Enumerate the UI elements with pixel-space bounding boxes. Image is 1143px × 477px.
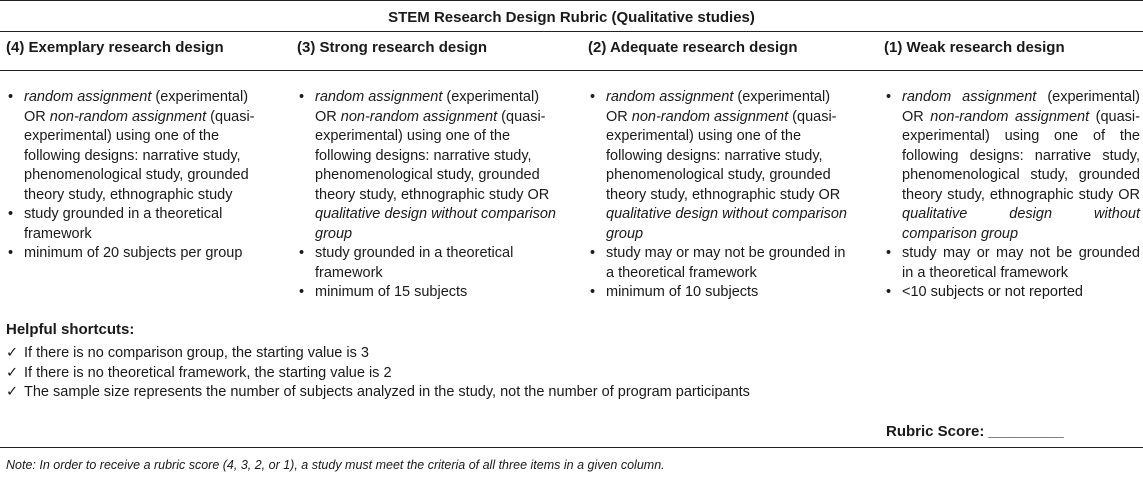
criterion-text: (quasi-experimental) using one of the following designs: narrative study, phenomenological study, grounded theory study, ethnographic study <box>24 108 255 203</box>
shortcut-item <box>6 383 856 403</box>
criterion-emphasis: random assignment <box>902 89 1037 105</box>
shortcuts-title: Helpful shortcuts: <box>6 321 135 338</box>
shortcuts-list <box>6 344 856 403</box>
column-weak <box>884 38 1140 303</box>
bullet-icon: • <box>299 245 305 261</box>
criterion-text: (experimental) OR <box>24 89 249 125</box>
criterion-emphasis: non-random assignment <box>49 108 207 125</box>
bullet-icon: • <box>590 284 596 300</box>
rubric-score <box>886 423 1064 441</box>
criterion-emphasis: non-random assignment <box>340 108 498 125</box>
top-rule <box>0 0 1143 1</box>
criterion-item <box>588 88 850 244</box>
criterion-emphasis: qualitative design without comparison group <box>902 206 1140 242</box>
title-rule <box>0 31 1143 32</box>
column-header: (1) Weak research design <box>884 39 1065 56</box>
checkmark-icon: ✓ <box>6 384 19 400</box>
criterion-emphasis: random assignment <box>315 89 443 105</box>
checkmark-icon: ✓ <box>6 345 19 361</box>
criterion-text: (experimental) OR <box>902 89 1141 125</box>
criterion-item <box>884 88 1140 244</box>
criterion-text: study grounded in a theoretical framework <box>315 245 514 281</box>
criterion-text: minimum of 10 subjects <box>606 284 759 300</box>
criterion-text: <10 subjects or not reported <box>902 284 1083 300</box>
criterion-emphasis: qualitative design without comparison group <box>606 206 847 242</box>
column-strong <box>297 38 559 303</box>
criteria-list <box>588 88 850 303</box>
criterion-text: (experimental) OR <box>315 89 540 125</box>
header-rule <box>0 70 1143 71</box>
column-adequate <box>588 38 850 303</box>
bullet-icon: • <box>8 245 14 261</box>
column-header: (2) Adequate research design <box>588 39 798 56</box>
bullet-icon: • <box>590 89 596 105</box>
criterion-item <box>297 88 559 244</box>
table-note: Note: In order to receive a rubric score (4, 3, 2, or 1), a study must meet the criteria of all three items in a given column. <box>6 458 665 472</box>
bullet-icon: • <box>299 284 305 300</box>
criteria-list <box>6 88 261 264</box>
bullet-icon: • <box>8 206 14 222</box>
column-header: (4) Exemplary research design <box>6 39 224 56</box>
criteria-list <box>297 88 559 303</box>
column-exemplary <box>6 38 261 264</box>
criterion-emphasis: random assignment <box>24 89 152 105</box>
criterion-text: (quasi-experimental) using one of the following designs: narrative study, phenomenological study, grounded theory study, ethnographic study OR <box>315 108 550 203</box>
criterion-text: (quasi-experimental) using one of the following designs: narrative study, phenomenological study, grounded theory study, ethnographic study OR <box>606 108 841 203</box>
shortcut-text: The sample size represents the number of subjects analyzed in the study, not the number of program participants <box>24 384 750 400</box>
rubric-score-label: Rubric Score: <box>886 423 985 440</box>
criterion-item <box>6 205 261 244</box>
criterion-emphasis: qualitative design without comparison group <box>315 206 556 242</box>
criterion-emphasis: non-random assignment <box>631 108 789 125</box>
criterion-item <box>6 88 261 205</box>
shortcut-item <box>6 344 856 364</box>
criterion-item <box>884 244 1140 283</box>
checkmark-icon: ✓ <box>6 364 19 381</box>
bullet-icon: • <box>8 89 14 105</box>
criterion-item <box>297 283 559 303</box>
column-header: (3) Strong research design <box>297 39 488 56</box>
criterion-emphasis: non-random assignment <box>930 108 1090 125</box>
criterion-text: minimum of 20 subjects per group <box>24 245 243 261</box>
criterion-text: study may or may not be grounded in a theoretical framework <box>606 245 846 281</box>
criterion-text: (quasi-experimental) using one of the following designs: narrative study, phenomenological study, grounded theory study, ethnographic study OR <box>902 108 1140 203</box>
shortcut-text: If there is no theoretical framework, the starting value is 2 <box>24 364 392 381</box>
helpful-shortcuts <box>6 320 856 403</box>
criterion-text: study grounded in a theoretical framework <box>24 206 223 242</box>
criterion-emphasis: random assignment <box>606 89 734 105</box>
shortcut-item <box>6 364 856 384</box>
criterion-item <box>297 244 559 283</box>
bullet-icon: • <box>886 284 892 300</box>
rubric-score-blank: _________ <box>988 423 1064 440</box>
criterion-text: minimum of 15 subjects <box>315 284 468 300</box>
bullet-icon: • <box>590 245 596 261</box>
criteria-list <box>884 88 1140 303</box>
bullet-icon: • <box>299 89 305 105</box>
criterion-item <box>588 283 850 303</box>
table-title: STEM Research Design Rubric (Qualitative studies) <box>388 9 755 26</box>
shortcut-text: If there is no comparison group, the starting value is 3 <box>24 345 369 361</box>
bullet-icon: • <box>886 89 892 105</box>
bullet-icon: • <box>886 245 892 261</box>
bottom-rule <box>0 447 1143 448</box>
criterion-item <box>6 244 261 264</box>
criterion-item <box>588 244 850 283</box>
criterion-text: (experimental) OR <box>606 89 831 125</box>
criterion-text: study may or may not be grounded in a theoretical framework <box>902 245 1140 281</box>
criterion-item <box>884 283 1140 303</box>
